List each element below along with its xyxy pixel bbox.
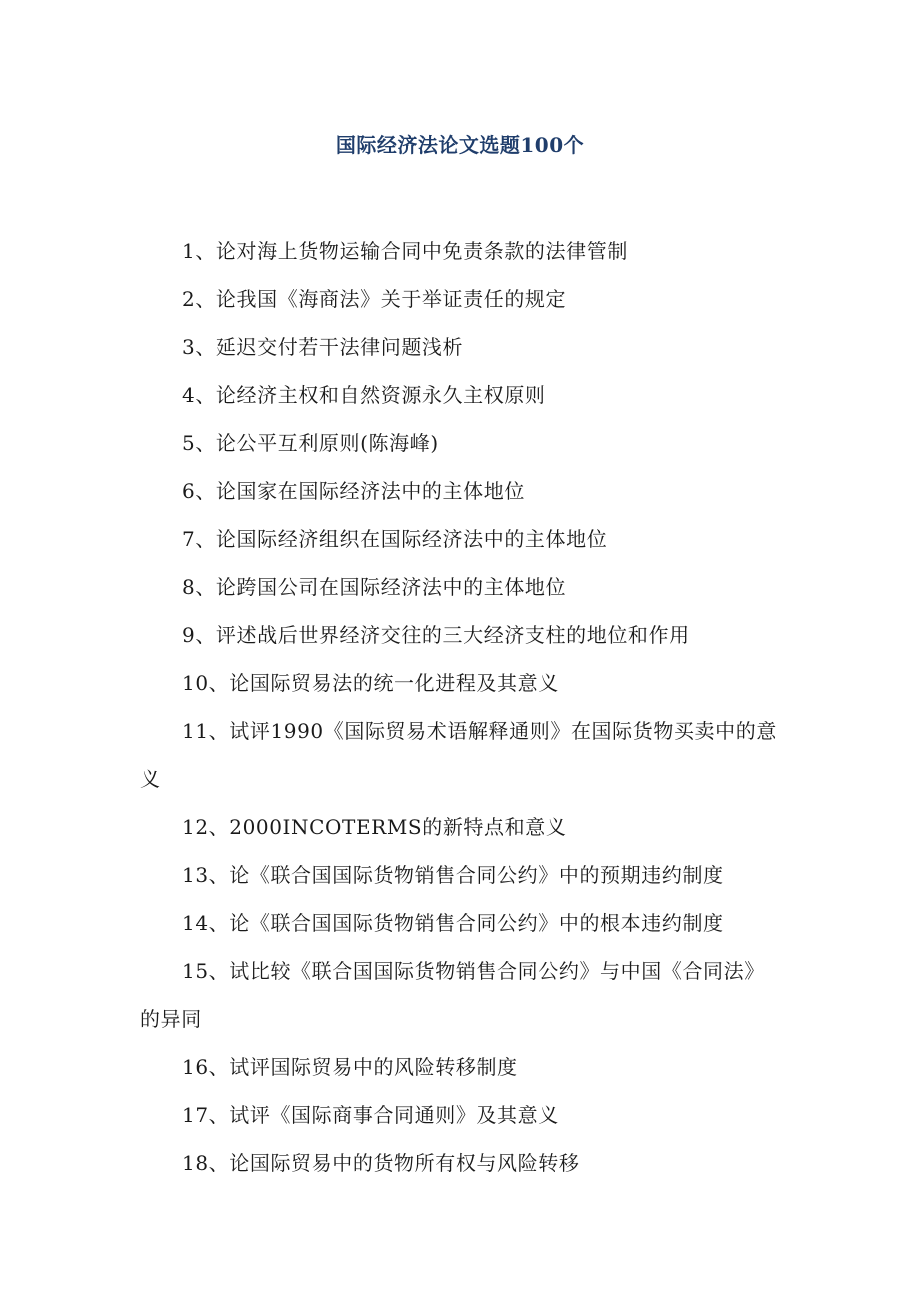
topic-item-11: 11、试评1990《国际贸易术语解释通则》在国际货物买卖中的意义	[140, 719, 777, 791]
topic-item-13: 13、论《联合国国际货物销售合同公约》中的预期违约制度	[182, 863, 724, 887]
document-title: 国际经济法论文选题100个	[335, 133, 585, 157]
topic-list	[140, 227, 780, 1187]
topic-item-10: 10、论国际贸易法的统一化进程及其意义	[182, 671, 559, 695]
topic-item-4: 4、论经济主权和自然资源永久主权原则	[182, 383, 546, 407]
topic-item-16: 16、试评国际贸易中的风险转移制度	[182, 1055, 518, 1079]
topic-item-7: 7、论国际经济组织在国际经济法中的主体地位	[182, 527, 608, 551]
topic-item-2: 2、论我国《海商法》关于举证责任的规定	[182, 287, 567, 311]
topic-item-6: 6、论国家在国际经济法中的主体地位	[182, 479, 525, 503]
topic-item-5: 5、论公平互利原则(陈海峰)	[182, 431, 439, 455]
topic-item-14: 14、论《联合国国际货物销售合同公约》中的根本违约制度	[182, 911, 724, 935]
topic-item-1: 1、论对海上货物运输合同中免责条款的法律管制	[182, 239, 628, 263]
topic-item-15: 15、试比较《联合国国际货物销售合同公约》与中国《合同法》的异同	[140, 959, 765, 1031]
topic-item-18: 18、论国际贸易中的货物所有权与风险转移	[182, 1151, 580, 1175]
topic-item-17: 17、试评《国际商事合同通则》及其意义	[182, 1103, 559, 1127]
topic-item-8: 8、论跨国公司在国际经济法中的主体地位	[182, 575, 567, 599]
topic-item-12: 12、2000INCOTERMS的新特点和意义	[182, 815, 567, 839]
topic-item-3: 3、延迟交付若干法律问题浅析	[182, 335, 464, 359]
topic-item-9: 9、评述战后世界经济交往的三大经济支柱的地位和作用	[182, 623, 690, 647]
